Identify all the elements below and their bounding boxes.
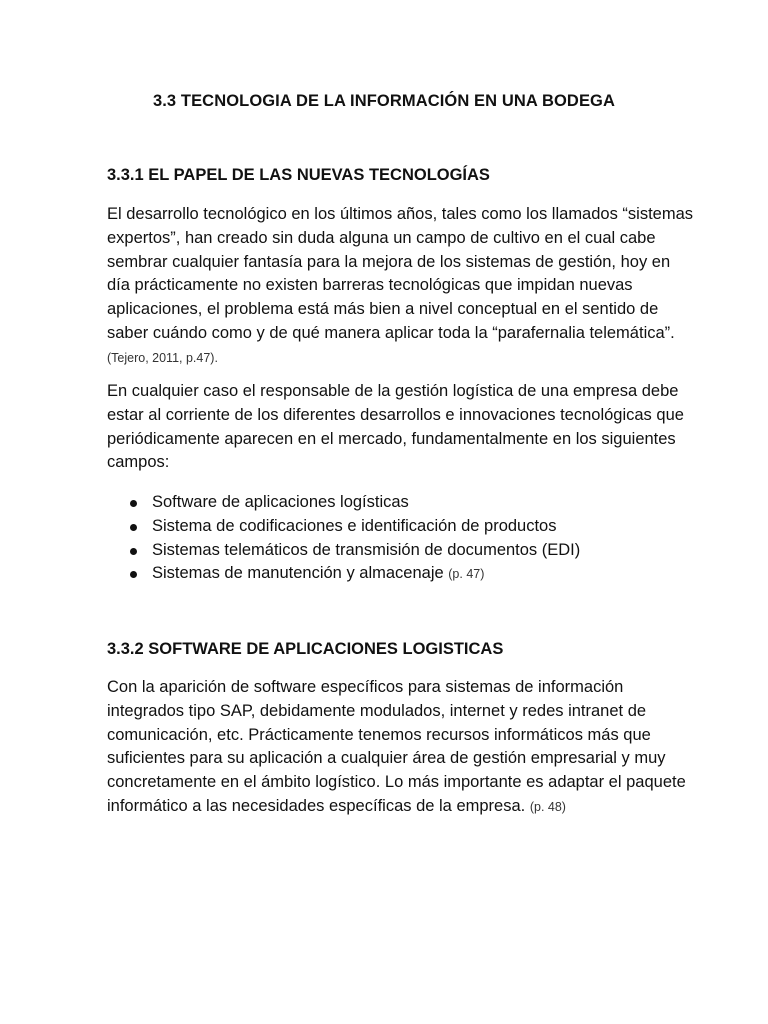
bullet-icon	[130, 548, 137, 555]
list-item	[107, 539, 697, 563]
list-item-text: Sistemas de manutención y almacenaje	[152, 564, 444, 583]
list-item-text: Sistema de codificaciones e identificación de productos	[152, 516, 557, 535]
list-item	[107, 562, 697, 587]
paragraph-text: El desarrollo tecnológico en los últimos años, tales como los llamados “sistemas expertos”, han creado sin duda alguna un campo de cultivo en el cual cabe sembrar cualquier fantasía para la mejora de los sistemas de gestión, hoy en día prácticamente no existen barreras tecnológicas que impidan nuevas aplicaciones, el problema está más bien a nivel conceptual en el sentido de saber cuándo como y de qué manera aplicar toda la “parafernalia telemática”.	[107, 205, 694, 342]
list-item	[107, 491, 697, 515]
citation: (p. 47)	[448, 567, 485, 582]
paragraph-software-logistico	[107, 676, 697, 820]
citation: (Tejero, 2011, p.47).	[107, 350, 218, 365]
bullet-icon	[130, 500, 137, 507]
paragraph-text: Con la aparición de software específicos para sistemas de información integrados tipo SAP, debidamente modulados, internet y redes intranet de comunicación, etc. Prácticamente tenemos recursos informáticos más que suficientes para su aplicación a cualquier área de gestión empresarial y muy concretamente en el ámbito logístico. Lo más importante es adaptar el paquete informático a las necesidades específicas de la empresa.	[107, 678, 686, 815]
bullet-icon	[130, 524, 137, 531]
list-item	[107, 515, 697, 539]
bullet-list-campos	[107, 491, 697, 587]
section-heading-3-3-2: 3.3.2 SOFTWARE DE APLICACIONES LOGISTICAS	[107, 640, 504, 658]
document-title: 3.3 TECNOLOGIA DE LA INFORMACIÓN EN UNA BODEGA	[152, 92, 616, 110]
list-item-text: Sistemas telemáticos de transmisión de documentos (EDI)	[152, 540, 581, 559]
paragraph-gestion-logistica: En cualquier caso el responsable de la gestión logística de una empresa debe estar al corriente de los diferentes desarrollos e innovaciones tecnológicas que periódicamente aparecen en el mercado, fundamentalmente en los siguientes campos:	[107, 382, 684, 472]
list-item-text: Software de aplicaciones logísticas	[152, 493, 409, 511]
bullet-icon	[130, 571, 137, 578]
section-heading-3-3-1: 3.3.1 EL PAPEL DE LAS NUEVAS TECNOLOGÍAS	[107, 166, 490, 184]
citation: (p. 48)	[529, 799, 566, 814]
paragraph-nuevas-tecnologias	[107, 203, 697, 371]
